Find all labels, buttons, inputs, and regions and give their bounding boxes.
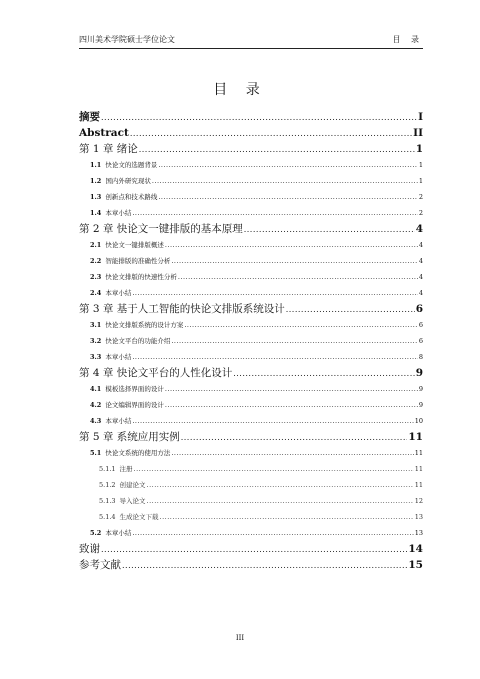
toc-entry[interactable] [79, 157, 423, 173]
toc-entry-title [90, 205, 131, 221]
toc-entry-title [90, 333, 170, 349]
toc-dot-leader [184, 317, 418, 333]
toc-dot-leader [101, 110, 417, 126]
page-header [79, 34, 423, 49]
toc-dot-leader [132, 285, 418, 301]
toc-entry-title [79, 429, 180, 445]
toc-dot-leader [165, 237, 418, 253]
toc-entry-page: 4 [418, 289, 423, 297]
toc-entry-number: 1.1 [90, 161, 102, 169]
toc-entry-number: 4.2 [90, 401, 102, 409]
toc-entry-text: 致谢 [79, 543, 100, 555]
toc-entry-title [90, 253, 170, 269]
toc-entry-page: 13 [414, 513, 423, 521]
table-of-contents [79, 109, 423, 573]
toc-dot-leader [122, 558, 407, 574]
toc-dot-leader [152, 173, 418, 189]
toc-entry-page: 2 [418, 209, 423, 217]
toc-entry[interactable] [79, 541, 423, 557]
toc-entry-page: 9 [418, 401, 423, 409]
toc-dot-leader [134, 461, 414, 477]
toc-entry-title [79, 221, 243, 237]
toc-entry-page: 1 [418, 177, 423, 185]
toc-entry-title [90, 349, 131, 365]
toc-dot-leader [171, 445, 413, 461]
toc-dot-leader [171, 253, 418, 269]
toc-entry-number: 3.1 [90, 321, 102, 329]
toc-dot-leader [165, 381, 418, 397]
toc-entry[interactable] [79, 525, 423, 541]
toc-entry-title [90, 269, 177, 285]
toc-entry-text: 第 4 章 快论文平台的人性化设计 [79, 367, 233, 379]
toc-entry-text: 创新点和技术路线 [105, 193, 158, 201]
header-thesis-title: 四川美术学院硕士学位论文 [79, 35, 175, 44]
toc-entry[interactable] [79, 221, 423, 237]
toc-entry-title [90, 317, 183, 333]
toc-entry-text: 本章小结 [105, 529, 132, 537]
toc-entry[interactable] [79, 461, 423, 477]
toc-entry-number: 4.1 [90, 385, 102, 393]
toc-entry-page: 10 [414, 417, 423, 425]
toc-dot-leader [178, 269, 418, 285]
toc-entry[interactable] [79, 285, 423, 301]
toc-entry[interactable] [79, 317, 423, 333]
toc-dot-leader [286, 302, 415, 318]
toc-entry-number: 2.3 [90, 273, 102, 281]
toc-entry-text: 快论文系统的使用方法 [105, 449, 171, 457]
toc-entry-title [90, 413, 131, 429]
toc-entry-text: 论文编辑界面的设计 [105, 401, 164, 409]
toc-entry-text: 第 2 章 快论文一键排版的基本原理 [79, 223, 243, 235]
toc-dot-leader [132, 349, 418, 365]
toc-dot-leader [132, 413, 413, 429]
toc-entry-text: 第 3 章 基于人工智能的快论文排版系统设计 [79, 303, 285, 315]
toc-entry-text: 本章小结 [105, 353, 132, 361]
toc-entry-title [79, 557, 121, 573]
toc-entry[interactable] [79, 349, 423, 365]
toc-entry-page: 1 [418, 161, 423, 169]
toc-entry[interactable] [79, 269, 423, 285]
toc-entry-number: 1.2 [90, 177, 102, 185]
toc-entry-page: 11 [408, 431, 423, 443]
toc-dot-leader [132, 205, 418, 221]
toc-entry-page: 2 [418, 193, 423, 201]
toc-entry-page: 4 [415, 223, 423, 235]
toc-entry-page: 15 [408, 559, 423, 571]
toc-entry[interactable] [79, 205, 423, 221]
toc-entry-page: 11 [414, 465, 423, 473]
toc-entry[interactable] [79, 173, 423, 189]
toc-entry-text: 导入论文 [119, 497, 146, 505]
page-number: III [235, 634, 245, 642]
toc-entry[interactable] [79, 333, 423, 349]
toc-entry-number: 1.3 [90, 193, 102, 201]
toc-entry-number: 5.1 [90, 449, 102, 457]
toc-entry-number: 1.4 [90, 209, 102, 217]
toc-dot-leader [139, 142, 415, 158]
toc-entry-page: 12 [414, 497, 423, 505]
toc-entry-number: 5.1.4 [99, 513, 116, 521]
toc-entry[interactable] [79, 493, 423, 509]
toc-entry-number: 2.2 [90, 257, 102, 265]
toc-entry-page: 9 [415, 367, 423, 379]
toc-entry-title [79, 301, 285, 317]
toc-entry[interactable] [79, 365, 423, 381]
toc-entry-number: 4.3 [90, 417, 102, 425]
toc-dot-leader [101, 542, 407, 558]
toc-dot-leader [130, 126, 412, 142]
toc-entry[interactable] [79, 445, 423, 461]
toc-entry[interactable] [79, 509, 423, 525]
toc-entry-page: 11 [414, 481, 423, 489]
toc-entry-title [90, 381, 164, 397]
toc-entry-title [79, 141, 138, 157]
toc-entry-title [90, 397, 164, 413]
toc-entry-page: 8 [418, 353, 423, 361]
toc-entry-title [90, 285, 131, 301]
toc-entry[interactable] [79, 189, 423, 205]
toc-entry-title [79, 125, 129, 141]
toc-entry-page: 6 [415, 303, 423, 315]
toc-entry[interactable] [79, 477, 423, 493]
toc-entry-text: 创建论文 [119, 481, 146, 489]
toc-entry-page: 4 [418, 241, 423, 249]
toc-entry[interactable] [79, 109, 423, 125]
toc-entry[interactable] [79, 301, 423, 317]
toc-entry-text: 快论文排版的快速性分析 [105, 273, 177, 281]
toc-entry-text: 第 1 章 绪论 [79, 143, 138, 155]
toc-dot-leader [244, 222, 415, 238]
toc-entry-number: 5.1.2 [99, 481, 116, 489]
toc-entry-page: 4 [418, 257, 423, 265]
toc-entry[interactable] [79, 557, 423, 573]
toc-entry-title [90, 445, 170, 461]
toc-entry-number: 2.4 [90, 289, 102, 297]
toc-entry-text: 参考文献 [79, 559, 121, 571]
toc-dot-leader [181, 430, 408, 446]
toc-dot-leader [147, 477, 414, 493]
toc-entry-text: 国内外研究现状 [105, 177, 151, 185]
toc-entry-text: 第 5 章 系统应用实例 [79, 431, 180, 443]
toc-entry-page: 11 [414, 449, 423, 457]
toc-entry-text: 摘要 [79, 111, 100, 123]
toc-entry-page: 14 [408, 543, 423, 555]
toc-entry-text: 快论文排版系统的设计方案 [105, 321, 184, 329]
toc-entry[interactable] [79, 413, 423, 429]
toc-entry-text: 快论文的选题背景 [105, 161, 158, 169]
toc-dot-leader [147, 493, 414, 509]
toc-entry[interactable] [79, 141, 423, 157]
toc-entry-title [79, 109, 100, 125]
toc-dot-leader [165, 397, 418, 413]
toc-dot-leader [158, 157, 418, 173]
toc-entry-text: 快论文平台的功能介绍 [105, 337, 171, 345]
toc-entry-text: 模板选择界面的设计 [105, 385, 164, 393]
toc-entry-text: 快论文一键排版概述 [105, 241, 164, 249]
toc-entry[interactable] [79, 397, 423, 413]
toc-entry-title [90, 189, 157, 205]
toc-dot-leader [132, 525, 413, 541]
toc-entry-title [79, 541, 100, 557]
toc-entry[interactable] [79, 381, 423, 397]
toc-entry-number: 3.3 [90, 353, 102, 361]
toc-entry-page: II [413, 127, 423, 139]
toc-entry-number: 2.1 [90, 241, 102, 249]
toc-entry-text: 本章小结 [105, 417, 132, 425]
toc-entry-title [90, 157, 157, 173]
toc-dot-leader [160, 509, 414, 525]
toc-entry-title [90, 525, 131, 541]
toc-entry-text: 注册 [119, 465, 133, 473]
toc-entry-page: 4 [418, 273, 423, 281]
toc-entry[interactable] [79, 125, 423, 141]
toc-entry-text: 本章小结 [105, 209, 132, 217]
toc-entry-text: 智能排版的准确性分析 [105, 257, 171, 265]
toc-entry-title [99, 509, 159, 525]
toc-entry-page: 6 [418, 337, 423, 345]
toc-dot-leader [233, 366, 414, 382]
toc-entry-title [99, 461, 133, 477]
toc-entry-number: 5.1.3 [99, 497, 116, 505]
toc-entry-text: 生成论文下载 [119, 513, 159, 521]
toc-entry[interactable] [79, 253, 423, 269]
toc-entry-number: 5.2 [90, 529, 102, 537]
toc-entry-text: Abstract [79, 127, 129, 139]
toc-entry-title [79, 365, 232, 381]
toc-dot-leader [158, 189, 418, 205]
toc-entry-page: I [418, 111, 423, 123]
header-section-title: 目 录 [392, 35, 423, 44]
toc-entry-number: 3.2 [90, 337, 102, 345]
toc-entry[interactable] [79, 429, 423, 445]
toc-entry-text: 本章小结 [105, 289, 132, 297]
toc-entry-title [90, 237, 164, 253]
toc-entry-page: 13 [414, 529, 423, 537]
toc-entry-title [99, 477, 146, 493]
toc-entry-page: 1 [415, 143, 423, 155]
toc-entry-page: 6 [418, 321, 423, 329]
toc-dot-leader [171, 333, 418, 349]
page-title: 目 录 [213, 82, 267, 98]
toc-entry-number: 5.1.1 [99, 465, 116, 473]
toc-entry-page: 9 [418, 385, 423, 393]
toc-entry[interactable] [79, 237, 423, 253]
toc-entry-title [99, 493, 146, 509]
toc-entry-title [90, 173, 151, 189]
